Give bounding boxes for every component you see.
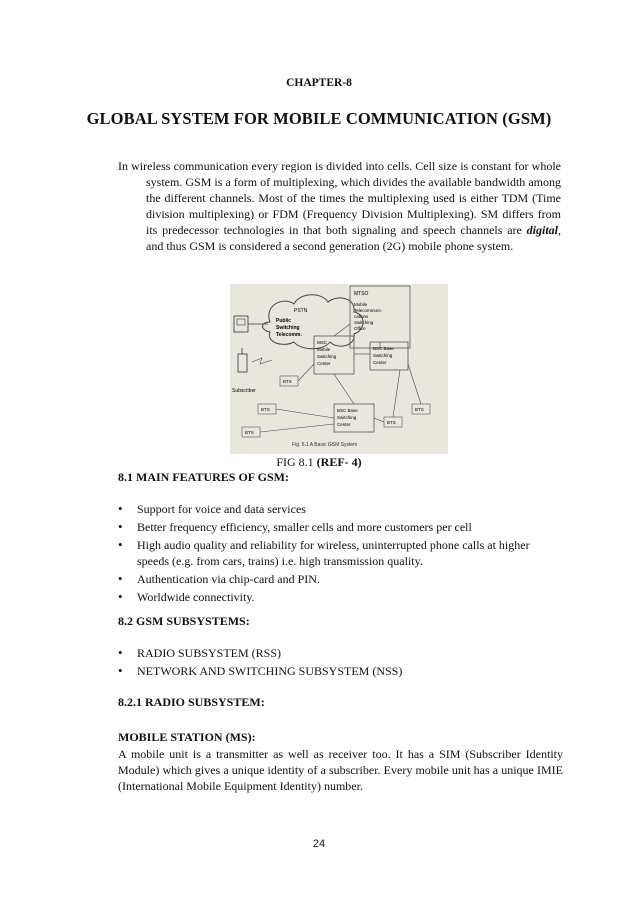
intro-paragraph xyxy=(118,158,561,254)
bts-label-1: BTS xyxy=(283,379,292,384)
msc-line-2: Mobile xyxy=(317,347,331,352)
bsc-bottom-line-3: Center xyxy=(337,422,351,427)
bts-label-4: BTS xyxy=(387,420,396,425)
bts-label-2: BTS xyxy=(261,407,270,412)
mtso-line-4: Switching xyxy=(354,320,374,325)
bsc-bottom-line-2: Switching xyxy=(337,415,357,420)
list-item: • Support for voice and data services xyxy=(118,501,563,517)
list-item: • Authentication via chip-card and PIN. xyxy=(118,571,563,587)
radio-subsystem-heading: 8.2.1 RADIO SUBSYSTEM: xyxy=(118,695,265,709)
cloud-line-2: Switching xyxy=(276,325,300,331)
mobile-station-paragraph: A mobile unit is a transmitter as well as receiver too. It has a SIM (Subscriber Identity Module) which gives a unique identity of a subscriber. Every mobile unit has a unique IMIE (International Mobile Equipment Identity) number. xyxy=(118,747,563,793)
bsc-bottom-line-1: BSC Base xyxy=(337,408,358,413)
bts-label-5: BTS xyxy=(415,407,424,412)
list-item: • Worldwide connectivity. xyxy=(118,589,563,605)
bsc-right-line-3: Center xyxy=(373,360,387,365)
bts-label-3: BTS xyxy=(245,430,254,435)
mtso-label: MTSO xyxy=(354,291,369,297)
intro-text-before: In wireless communication every region is divided into cells. Cell size is constant for whole system. GSM is a form of multiplexing, which divides the available bandwidth among the different channels. Most of the times the multiplexing used is either TDM (Time division multiplexing) or FDM (Frequency Division Multiplexing). SM differs from its predecessor technologies in that both signaling and speech channels are xyxy=(118,159,561,237)
subsystems-list xyxy=(118,645,563,681)
mobile-station-heading: MOBILE STATION (MS): xyxy=(118,730,256,744)
figure-caption-label: FIG 8.1 xyxy=(276,455,317,469)
mtso-line-5: Office xyxy=(354,326,366,331)
figure-caption-ref: (REF- 4) xyxy=(316,455,362,469)
figure-caption xyxy=(0,455,638,470)
chapter-label: CHAPTER-8 xyxy=(286,77,352,89)
page-number: 24 xyxy=(312,838,326,850)
subscriber-label: Subscriber xyxy=(232,388,256,394)
msc-line-4: Center xyxy=(317,361,331,366)
cloud-line-3: Telecomm. xyxy=(276,332,302,338)
bsc-right-line-1: BSC Base xyxy=(373,346,394,351)
figure-inner-caption: Fig. 6.1 A Basic GSM System xyxy=(292,442,358,448)
msc-line-1: MSC xyxy=(317,340,327,345)
list-item: • Better frequency efficiency, smaller cells and more customers per cell xyxy=(118,519,563,535)
gsm-system-figure xyxy=(230,284,448,454)
features-heading: 8.1 MAIN FEATURES OF GSM: xyxy=(118,470,289,484)
subsystems-heading: 8.2 GSM SUBSYSTEMS: xyxy=(118,614,250,628)
list-item: • RADIO SUBSYSTEM (RSS) xyxy=(118,645,563,661)
mtso-line-1: Mobile xyxy=(354,302,368,307)
msc-line-3: Switching xyxy=(317,354,337,359)
page-title: GLOBAL SYSTEM FOR MOBILE COMMUNICATION (GSM) xyxy=(86,109,552,128)
list-item: • High audio quality and reliability for wireless, uninterrupted phone calls at higher speeds (e.g. from cars, trains) i.e. high transmission quality. xyxy=(118,537,563,569)
list-item: • NETWORK AND SWITCHING SUBSYSTEM (NSS) xyxy=(118,663,563,679)
cloud-line-1: Public xyxy=(276,318,292,324)
bsc-right-line-2: Switching xyxy=(373,353,393,358)
figure-background xyxy=(230,284,448,454)
mtso-line-3: cations xyxy=(354,314,369,319)
intro-text-after: , and thus GSM is considered a second generation (2G) mobile phone system. xyxy=(146,223,561,253)
mtso-line-2: Telecommuni- xyxy=(354,308,383,313)
pstn-label: PSTN xyxy=(294,308,308,314)
features-list xyxy=(118,501,563,607)
intro-emphasis: digital xyxy=(526,223,558,237)
